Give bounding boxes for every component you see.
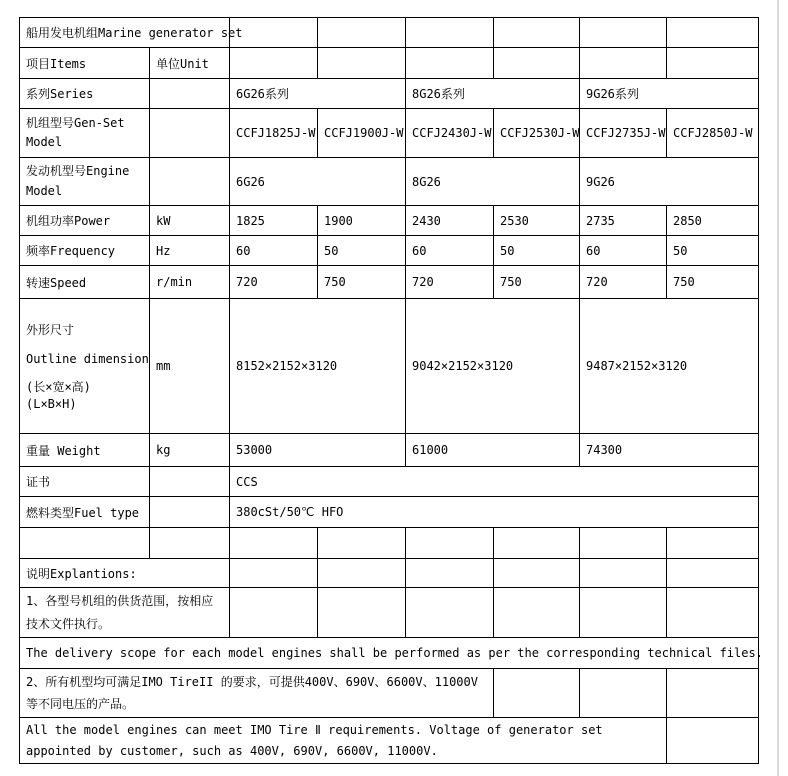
- speed-value-cell: 750: [494, 266, 580, 299]
- note1-en-cell: The delivery scope for each model engines shall be performed as per the corresponding technical files.: [20, 638, 759, 669]
- dimension-size-label-cn: (长×宽×高): [26, 380, 91, 394]
- series-8g26-cell: 8G26系列: [406, 79, 580, 109]
- empty-cell: [494, 588, 580, 638]
- empty-cell: [150, 79, 230, 109]
- engine-model-label-cell: 发动机型号Engine Model: [20, 158, 150, 206]
- speed-value-cell: 750: [667, 266, 759, 299]
- frequency-value-cell: 60: [230, 236, 318, 266]
- empty-cell: [667, 528, 759, 559]
- speed-value-cell: 750: [318, 266, 406, 299]
- empty-cell: [318, 528, 406, 559]
- speed-row: [20, 266, 759, 299]
- frequency-value-cell: 60: [406, 236, 494, 266]
- empty-cell: [150, 497, 230, 528]
- certificate-label-cell: 证书: [20, 467, 150, 497]
- weight-unit-cell: kg: [150, 434, 230, 467]
- engine-model-cell: 9G26: [580, 158, 759, 206]
- power-value-cell: 2430: [406, 206, 494, 236]
- weight-value-cell: 74300: [580, 434, 759, 467]
- speed-label-cell: 转速Speed: [20, 266, 150, 299]
- frequency-value-cell: 50: [318, 236, 406, 266]
- frequency-row: [20, 236, 759, 266]
- power-unit-cell: kW: [150, 206, 230, 236]
- empty-cell: [494, 18, 580, 48]
- empty-cell: [318, 588, 406, 638]
- weight-value-cell: 61000: [406, 434, 580, 467]
- frequency-unit-cell: Hz: [150, 236, 230, 266]
- empty-cell: [667, 669, 759, 718]
- empty-cell: [580, 588, 667, 638]
- empty-cell: [406, 528, 494, 559]
- weight-value-cell: 53000: [230, 434, 406, 467]
- note1-cn-cell: 1、各型号机组的供货范围，按相应技术文件执行。: [20, 588, 230, 638]
- empty-cell: [318, 559, 406, 588]
- dimension-size-label-en: (L×B×H): [26, 397, 77, 411]
- dimension-unit-cell: mm: [150, 299, 230, 434]
- power-value-cell: 2735: [580, 206, 667, 236]
- marine-generator-spec-table: [19, 17, 763, 764]
- note2-en-cell: All the model engines can meet IMO Tire Ⅱ requirements. Voltage of generator set appointed by customer, such as 400V, 690V, 6600V, 11000V.: [20, 718, 667, 764]
- engine-model-row: [20, 158, 759, 206]
- genset-model-cell: CCFJ2735J-W: [580, 109, 667, 158]
- empty-cell: [406, 18, 494, 48]
- series-6g26-cell: 6G26系列: [230, 79, 406, 109]
- fuel-type-value-cell: 380cSt/50℃ HFO: [230, 497, 759, 528]
- empty-cell: [230, 48, 318, 79]
- empty-cell: [494, 669, 580, 718]
- head-row: [20, 48, 759, 79]
- weight-label-cell: 重量 Weight: [20, 434, 150, 467]
- power-value-cell: 2530: [494, 206, 580, 236]
- empty-cell: [494, 559, 580, 588]
- engine-model-cell: 8G26: [406, 158, 580, 206]
- empty-cell: [667, 588, 759, 638]
- empty-cell: [150, 528, 230, 559]
- empty-cell: [494, 528, 580, 559]
- fuel-type-label-cell: 燃料类型Fuel type: [20, 497, 150, 528]
- empty-cell: [494, 48, 580, 79]
- explanations-heading-cell: 说明Explantions:: [20, 559, 230, 588]
- empty-cell: [667, 559, 759, 588]
- certificate-value-cell: CCS: [230, 467, 759, 497]
- genset-model-cell: CCFJ2850J-W: [667, 109, 759, 158]
- empty-cell: [150, 109, 230, 158]
- empty-cell: [150, 158, 230, 206]
- genset-model-row: [20, 109, 759, 158]
- speed-unit-cell: r/min: [150, 266, 230, 299]
- series-9g26-cell: 9G26系列: [580, 79, 759, 109]
- empty-cell: [230, 528, 318, 559]
- page-break-line: [777, 0, 779, 776]
- empty-cell: [406, 48, 494, 79]
- table-title-row: [20, 18, 759, 48]
- frequency-value-cell: 50: [494, 236, 580, 266]
- items-header-cell: 项目Items: [20, 48, 150, 79]
- table-title-cell: 船用发电机组Marine generator set: [20, 18, 230, 48]
- frequency-value-cell: 50: [667, 236, 759, 266]
- dimension-value-cell: 9042×2152×3120: [406, 299, 580, 434]
- note2-cn-cell: 2、所有机型均可满足IMO TireII 的要求，可提供400V、690V、6600V、11000V等不同电压的产品。: [20, 669, 494, 718]
- fuel-type-row: [20, 497, 759, 528]
- certificate-row: [20, 467, 759, 497]
- power-row: [20, 206, 759, 236]
- empty-cell: [230, 559, 318, 588]
- empty-cell: [318, 48, 406, 79]
- power-value-cell: 1825: [230, 206, 318, 236]
- note2-en-row: [20, 718, 759, 764]
- weight-row: [20, 434, 759, 467]
- empty-cell: [580, 528, 667, 559]
- speed-value-cell: 720: [406, 266, 494, 299]
- power-label-cell: 机组功率Power: [20, 206, 150, 236]
- empty-cell: [406, 588, 494, 638]
- dimension-value-cell: 8152×2152×3120: [230, 299, 406, 434]
- explanations-heading-row: [20, 559, 759, 588]
- empty-cell: [580, 18, 667, 48]
- series-label-cell: 系列Series: [20, 79, 150, 109]
- note1-en-row: [20, 638, 759, 669]
- dimension-label-cell: [20, 299, 150, 434]
- frequency-label-cell: 频率Frequency: [20, 236, 150, 266]
- empty-cell: [580, 48, 667, 79]
- dimension-row: [20, 299, 759, 434]
- dimension-value-cell: 9487×2152×3120: [580, 299, 759, 434]
- empty-cell: [318, 18, 406, 48]
- empty-cell: [406, 559, 494, 588]
- dimension-label-en: Outline dimension: [26, 352, 149, 366]
- speed-value-cell: 720: [230, 266, 318, 299]
- genset-model-cell: CCFJ1900J-W: [318, 109, 406, 158]
- genset-model-cell: CCFJ1825J-W: [230, 109, 318, 158]
- spacer-row: [20, 528, 759, 559]
- note2-cn-row: [20, 669, 759, 718]
- unit-header-cell: 单位Unit: [150, 48, 230, 79]
- empty-cell: [667, 18, 759, 48]
- series-row: [20, 79, 759, 109]
- dimension-label-cn: 外形尺寸: [26, 323, 75, 337]
- genset-model-cell: CCFJ2530J-W: [494, 109, 580, 158]
- note1-cn-row: [20, 588, 759, 638]
- speed-value-cell: 720: [580, 266, 667, 299]
- empty-cell: [580, 669, 667, 718]
- power-value-cell: 1900: [318, 206, 406, 236]
- empty-cell: [20, 528, 150, 559]
- frequency-value-cell: 60: [580, 236, 667, 266]
- engine-model-cell: 6G26: [230, 158, 406, 206]
- empty-cell: [150, 467, 230, 497]
- empty-cell: [230, 588, 318, 638]
- empty-cell: [667, 48, 759, 79]
- empty-cell: [580, 559, 667, 588]
- empty-cell: [667, 718, 759, 764]
- power-value-cell: 2850: [667, 206, 759, 236]
- genset-model-label-cell: 机组型号Gen-Set Model: [20, 109, 150, 158]
- genset-model-cell: CCFJ2430J-W: [406, 109, 494, 158]
